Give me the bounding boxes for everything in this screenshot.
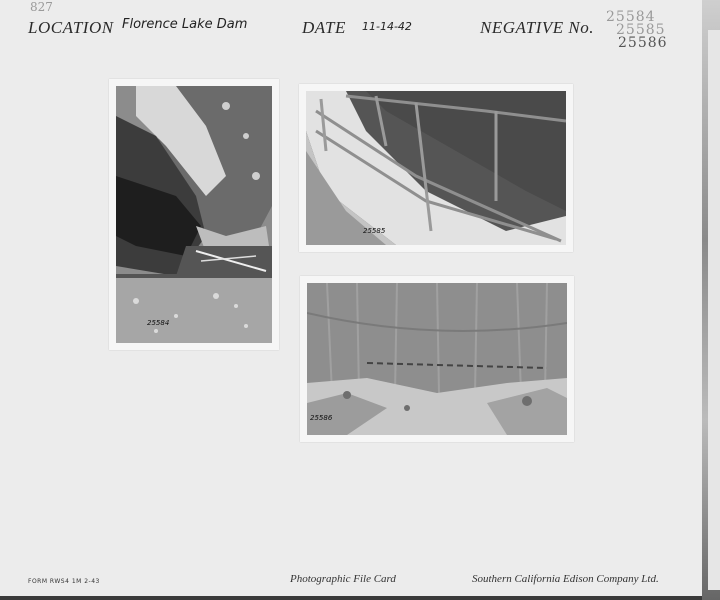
negative-number-3: 25586 <box>618 35 668 51</box>
scan-edge-strip <box>708 30 720 590</box>
dam-face-illustration <box>116 86 272 343</box>
negative-number-2: 25585 <box>616 22 666 38</box>
photo-dam-face <box>109 79 279 350</box>
location-value: Florence Lake Dam <box>122 17 248 32</box>
date-value: 11-14-42 <box>362 20 412 33</box>
location-label: LOCATION <box>28 18 114 37</box>
company-name: Southern California Edison Company Ltd. <box>472 573 659 585</box>
dam-wall-illustration <box>307 283 567 435</box>
photo-dam-wall-image <box>307 283 567 435</box>
walkway-railing-illustration <box>306 91 566 245</box>
photo-walkway-railing <box>299 84 573 252</box>
photo-dam-face-number: 25584 <box>147 319 170 327</box>
negative-number-1: 25584 <box>606 9 656 25</box>
photo-dam-wall <box>300 276 574 442</box>
form-number: FORM RWS4 1M 2-43 <box>28 578 100 585</box>
photo-walkway-railing-number: 25585 <box>363 227 386 235</box>
card-number: 827 <box>30 0 53 14</box>
photo-dam-face-image <box>116 86 272 343</box>
card-title: Photographic File Card <box>290 573 396 585</box>
photo-walkway-railing-image <box>306 91 566 245</box>
photo-dam-wall-number: 25586 <box>310 414 333 422</box>
negative-label: NEGATIVE No. <box>480 18 594 37</box>
date-label: DATE <box>302 18 346 37</box>
